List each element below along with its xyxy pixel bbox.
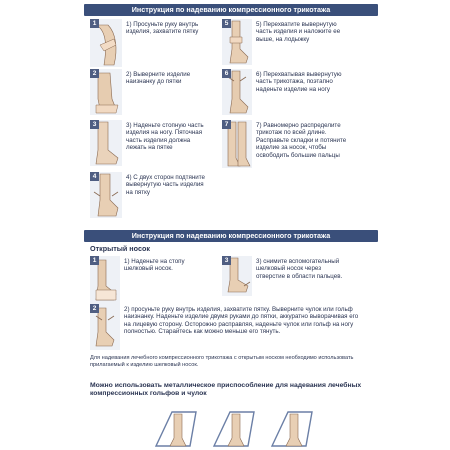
- step-illustration: [90, 304, 120, 350]
- step-text: 2) Выверните изделие наизнанку до пятки: [126, 71, 191, 86]
- step-text: 6) Перехватывая вывернутую часть трикотажа, поэтапно наденьте изделие на ногу: [256, 71, 342, 93]
- step-illustration: [90, 172, 122, 218]
- section2-note: Для надевания лечебного компрессионного трикотажа с открытым носком необходимо использовать прилагаемый к изделию шелковый носок.: [90, 355, 354, 368]
- step-number: 6: [222, 69, 231, 78]
- step-text: 1) Просуньте руку внутрь изделия, захватите пятку: [126, 21, 199, 36]
- step-number: 2: [90, 69, 99, 78]
- metal-aid-icon: [150, 402, 320, 450]
- step-text: 3) снимите вспомогательный шелковый носок через отверстие в области пальцев.: [256, 258, 343, 280]
- section2-subtitle: Открытый носок: [90, 244, 150, 253]
- step-text: 2) просуньте руку внутрь изделия, захватите пятку. Выверните чулок или гольф наизнанку. Наденьте изделие двумя руками до пятки, аккуратно выворачивая его на лицевую сторону. Осторожно расправляя, наденьте чулок или гольф на ногу полностью. Старайтесь как можно меньше его тянуть.: [124, 306, 359, 336]
- section1-title: Инструкция по надеванию компрессионного трикотажа: [84, 4, 378, 16]
- section2-title: Инструкция по надеванию компрессионного трикотажа: [84, 230, 378, 242]
- step-number: 1: [90, 256, 99, 265]
- step-text: 4) С двух сторон подтяните вывернутую часть изделия на пятку: [126, 174, 205, 196]
- step-illustration: [90, 256, 120, 304]
- step-illustration: [90, 120, 122, 166]
- step-number: 7: [222, 120, 231, 129]
- step-illustration: [222, 256, 252, 296]
- step-illustration: [90, 69, 122, 115]
- step-number: 1: [90, 19, 99, 28]
- step-text: 5) Перехватите вывернутую часть изделия и наложите ее выше, на лодыжку: [256, 21, 341, 43]
- step-illustration: [222, 19, 252, 65]
- step-text: 1) Наденьте на стопу шелковый носок.: [124, 258, 185, 273]
- step-illustration: [222, 120, 252, 168]
- step-illustration: [90, 19, 122, 67]
- step-number: 3: [222, 256, 231, 265]
- step-illustration: [222, 69, 252, 115]
- section2-tools-text: Можно использовать металлическое приспособление для надевания лечебных компрессионных гольфов и чулок: [90, 382, 362, 398]
- step-text: 3) Наденьте стопную часть изделия на ногу. Пяточная часть изделия должна лежать на пятке: [126, 122, 204, 152]
- step-number: 5: [222, 19, 231, 28]
- stocking-aid-illustration: [150, 402, 320, 450]
- step-text: 7) Равномерно распределите трикотаж по всей длине. Расправьте складки и потяните изделие за носок, чтобы освободить большие пальцы: [256, 122, 347, 159]
- step-number: 3: [90, 120, 99, 129]
- step-number: 4: [90, 172, 99, 181]
- step-number: 2: [90, 304, 99, 313]
